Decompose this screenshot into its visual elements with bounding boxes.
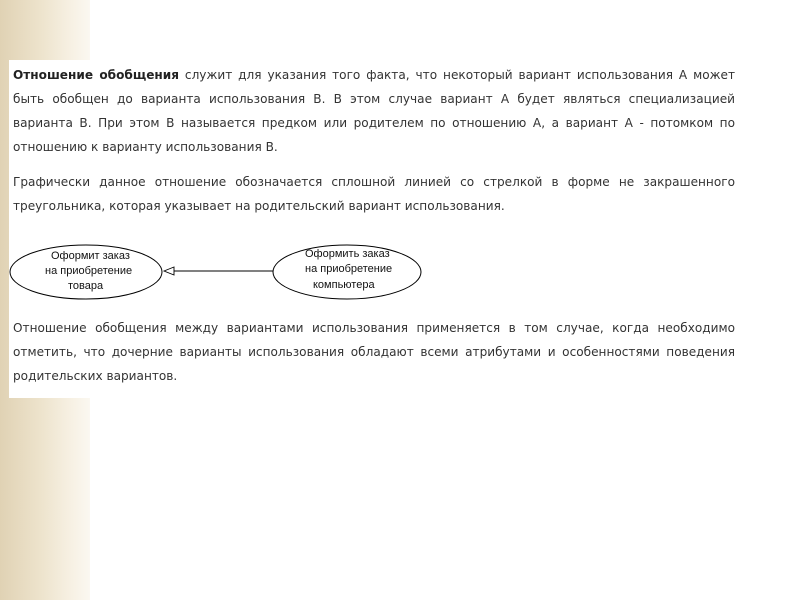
child-use-case-label-line2: на приобретение <box>305 263 393 275</box>
child-use-case-label-line1: Оформить заказ <box>305 248 390 260</box>
use-case-generalization-diagram <box>9 243 740 305</box>
generalization-arrowhead <box>164 267 174 275</box>
slide-content <box>9 60 740 398</box>
child-use-case-label-line3: компьютера <box>313 279 375 291</box>
paragraph-generalization-definition <box>13 63 735 159</box>
parent-use-case-label-line1: Оформит заказ <box>51 250 130 262</box>
paragraph-generalization-text: служит для указания того факта, что некоторый вариант использования A может быть обобщен до варианта использования B. В этом случае вариант A будет являться специализацией варианта B. При этом B называется предком или родителем по отношению A, а вариант A - потомком по отношению к варианту использования B. <box>13 68 735 154</box>
paragraph-generalization-usage: Отношение обобщения между вариантами использования применяется в том случае, когда необходимо отметить, что дочерние варианты использования обладают всеми атрибутами и особенностями поведения родительских вариантов. <box>13 321 735 383</box>
paragraph-graphic-notation: Графически данное отношение обозначается сплошной линией со стрелкой в форме не закрашенного треугольника, которая указывает на родительский вариант использования. <box>13 175 735 213</box>
term-generalization: Отношение обобщения <box>13 68 179 82</box>
parent-use-case-label-line2: на приобретение <box>45 265 133 277</box>
parent-use-case-label-line3: товара <box>68 280 104 292</box>
